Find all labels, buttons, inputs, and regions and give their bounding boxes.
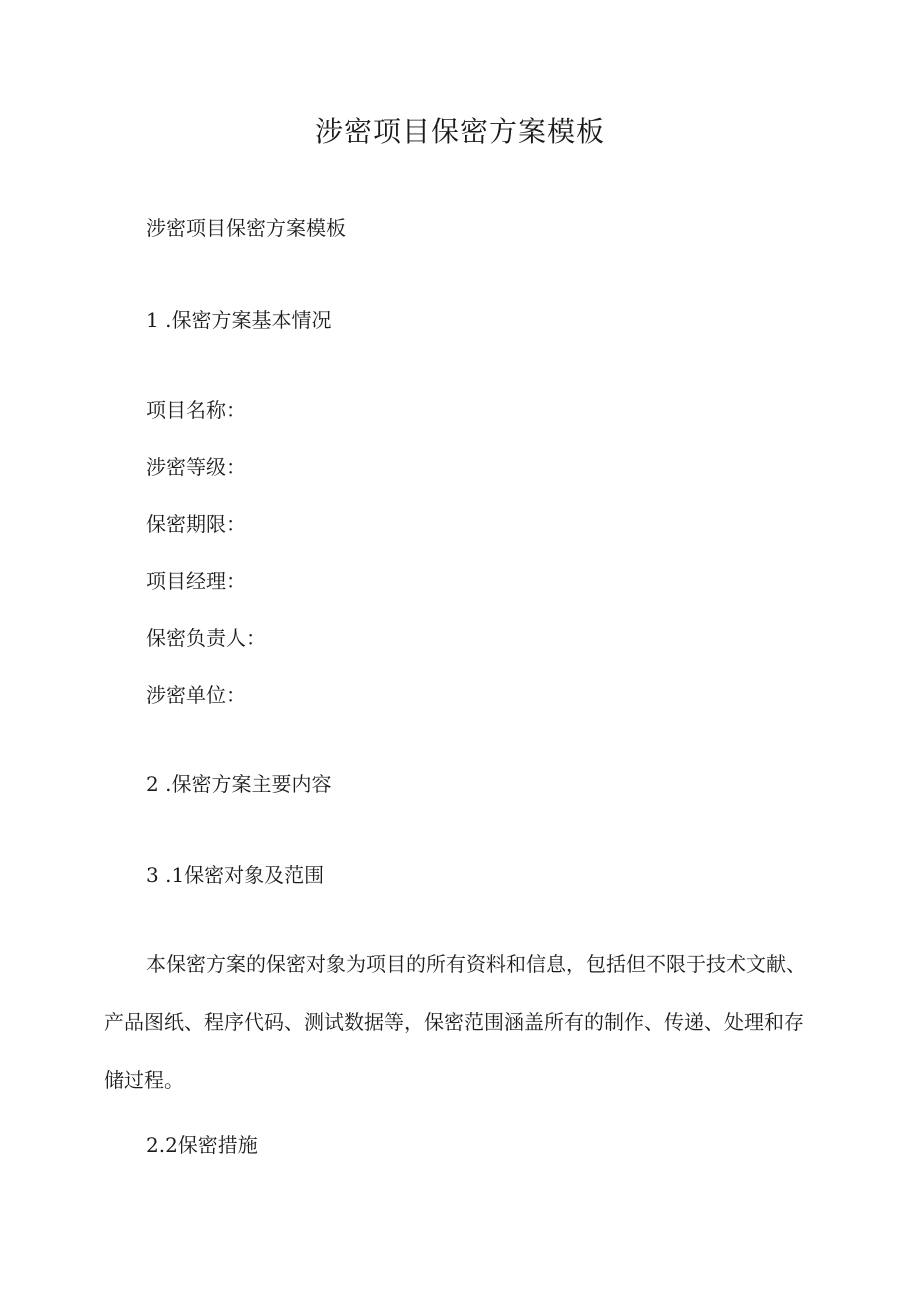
- document-title: 涉密项目保密方案模板: [314, 115, 605, 148]
- document-subtitle: 涉密项目保密方案模板: [146, 216, 346, 240]
- field-confidentiality-period: 保密期限：: [146, 512, 246, 536]
- section-heading-measures: 2.2保密措施: [146, 1133, 258, 1157]
- field-security-officer: 保密负责人：: [146, 626, 266, 650]
- field-project-name: 项目名称：: [146, 398, 246, 422]
- section-heading-main-content: 2 .保密方案主要内容: [146, 772, 332, 796]
- scope-paragraph-line: 本保密方案的保密对象为项目的所有资料和信息，包括但不限于技术文献、: [146, 952, 806, 976]
- section-heading-basic-info: 1 .保密方案基本情况: [146, 308, 332, 332]
- scope-paragraph-line: 产品图纸、程序代码、测试数据等，保密范围涵盖所有的制作、传递、处理和存: [104, 1010, 804, 1034]
- field-classified-unit: 涉密单位：: [146, 683, 246, 707]
- field-project-manager: 项目经理：: [146, 569, 246, 593]
- section-heading-scope: 3 .1保密对象及范围: [146, 863, 325, 887]
- field-security-level: 涉密等级：: [146, 455, 246, 479]
- scope-paragraph-line: 储过程。: [104, 1068, 184, 1092]
